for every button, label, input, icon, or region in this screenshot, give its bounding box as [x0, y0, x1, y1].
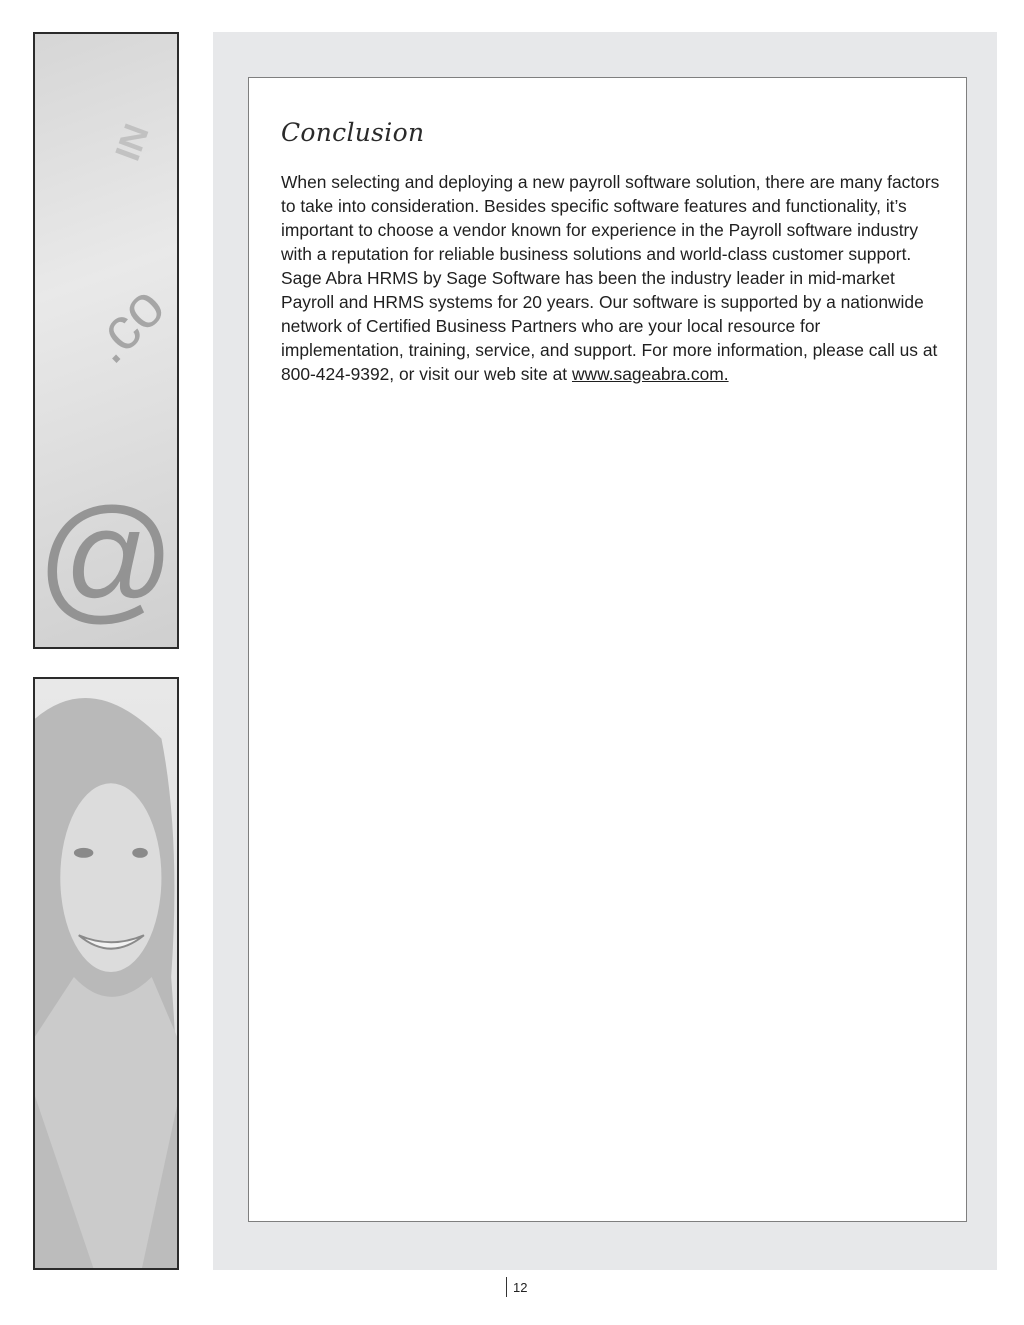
website-link[interactable]: www.sageabra.com.	[571, 364, 729, 384]
woman-portrait-image	[33, 677, 179, 1270]
portrait-graphic	[35, 679, 177, 1268]
image-text-in: IN	[108, 118, 157, 166]
section-heading: Conclusion	[281, 118, 425, 147]
page-number: 12	[506, 1277, 527, 1297]
image-text-at: @	[36, 479, 176, 636]
image-text-co: .co	[76, 273, 177, 377]
internet-at-sign-image	[33, 32, 179, 649]
content-card	[248, 77, 967, 1222]
body-text: When selecting and deploying a new payroll software solution, there are many factors to take into consideration. Besides specific software features and functionality, it’s important to choose a vendor known for experience in the Payroll software industry with a reputation for reliable business solutions and world-class customer support. Sage Abra HRMS by Sage Software has been the industry leader in mid-market Payroll and HRMS systems for 20 years. Our software is supported by a nationwide network of Certified Business Partners who are your local resource for implementation, training, service, and support. For more information, please call us at 800-424-9392, or visit our web site at	[281, 172, 940, 384]
body-paragraph	[281, 170, 941, 386]
at-sign-graphic	[35, 34, 177, 647]
